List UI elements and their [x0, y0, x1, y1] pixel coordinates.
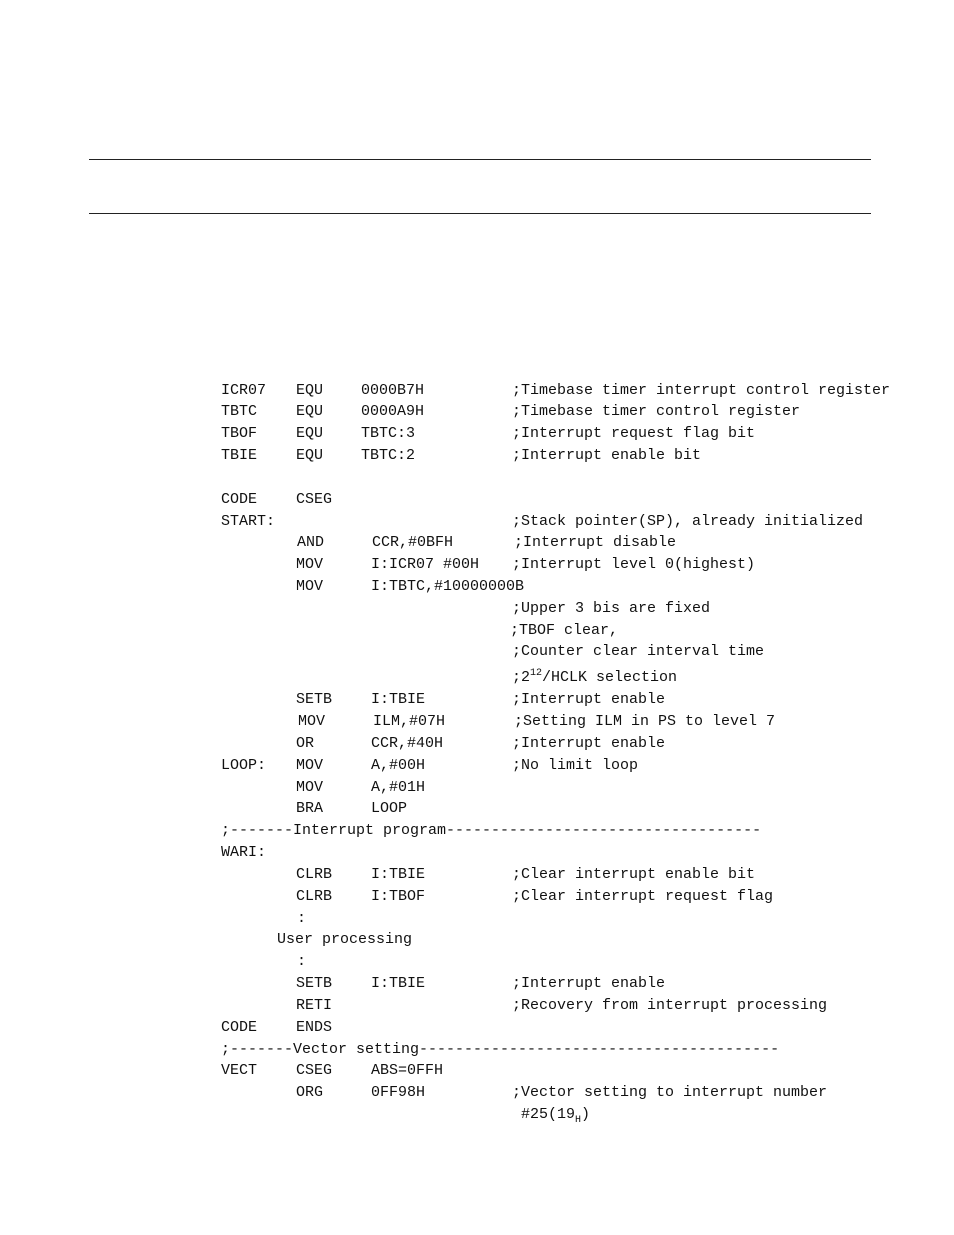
- code-op: MOV: [296, 578, 324, 595]
- code-comment: ;Interrupt level 0(highest): [512, 556, 756, 573]
- superscript-exponent: 12: [530, 668, 543, 679]
- code-label: ICR07: [221, 382, 267, 399]
- code-label: VECT: [221, 1062, 258, 1079]
- code-comment: ;Timebase timer control register: [512, 403, 801, 420]
- code-op: RETI: [296, 997, 333, 1014]
- code-op: CLRB: [296, 888, 333, 905]
- code-label: START:: [221, 513, 276, 530]
- code-label: TBIE: [221, 447, 258, 464]
- code-arg: A,#00H: [371, 757, 426, 774]
- code-comment: ;Stack pointer(SP), already initialized: [512, 513, 864, 530]
- code-comment: ;Interrupt enable: [512, 975, 666, 992]
- code-op: BRA: [296, 800, 324, 817]
- code-arg: ABS=0FFH: [371, 1062, 444, 1079]
- code-arg: CCR,#40H: [371, 735, 444, 752]
- code-op: ORG: [296, 1084, 324, 1101]
- code-comment: ;Upper 3 bis are fixed: [512, 600, 711, 617]
- comment-text: /HCLK selection: [542, 669, 678, 686]
- ellipsis-colon: :: [297, 910, 307, 927]
- bottom-rule: [89, 213, 871, 214]
- comment-text: ;2: [512, 669, 531, 686]
- code-op: EQU: [296, 403, 324, 420]
- code-op: SETB: [296, 975, 333, 992]
- subscript-hex-marker: H: [575, 1115, 582, 1126]
- section-separator: ;-------Interrupt program-----------------------------------: [221, 822, 762, 839]
- code-arg: 0000B7H: [361, 382, 425, 399]
- code-comment: [512, 669, 677, 687]
- code-label: LOOP:: [221, 757, 267, 774]
- section-separator: ;-------Vector setting----------------------------------------: [221, 1041, 780, 1058]
- code-arg: TBTC:3: [361, 425, 416, 442]
- code-comment: ;Interrupt enable bit: [512, 447, 702, 464]
- code-op: EQU: [296, 382, 324, 399]
- code-arg: LOOP: [371, 800, 408, 817]
- code-comment: ;No limit loop: [512, 757, 639, 774]
- code-comment: ;Interrupt enable: [512, 691, 666, 708]
- code-arg: 0000A9H: [361, 403, 425, 420]
- code-arg: A,#01H: [371, 779, 426, 796]
- code-arg: TBTC:2: [361, 447, 416, 464]
- code-label: WARI:: [221, 844, 267, 861]
- code-arg: ILM,#07H: [373, 713, 446, 730]
- code-arg: CCR,#0BFH: [372, 534, 454, 551]
- code-op: AND: [297, 534, 325, 551]
- code-arg: I:TBIE: [371, 691, 426, 708]
- code-comment: ;Interrupt disable: [514, 534, 677, 551]
- code-comment: ;Setting ILM in PS to level 7: [514, 713, 776, 730]
- code-arg: I:TBIE: [371, 975, 426, 992]
- code-comment: ;Interrupt request flag bit: [512, 425, 756, 442]
- code-op: MOV: [296, 779, 324, 796]
- comment-text: #25(19: [521, 1106, 576, 1123]
- code-arg: I:TBIE: [371, 866, 426, 883]
- user-processing-text: User processing: [277, 931, 413, 948]
- code-comment: ;Vector setting to interrupt number: [512, 1084, 828, 1101]
- code-op: SETB: [296, 691, 333, 708]
- code-arg: 0FF98H: [371, 1084, 426, 1101]
- code-label: CODE: [221, 491, 258, 508]
- code-op: MOV: [296, 757, 324, 774]
- code-comment: ;Clear interrupt enable bit: [512, 866, 756, 883]
- top-rule: [89, 159, 871, 160]
- code-op: CLRB: [296, 866, 333, 883]
- code-label: TBTC: [221, 403, 258, 420]
- code-comment: ;Recovery from interrupt processing: [512, 997, 828, 1014]
- code-op: OR: [296, 735, 315, 752]
- code-comment: ;Counter clear interval time: [512, 643, 765, 660]
- code-op: EQU: [296, 425, 324, 442]
- comment-text: ): [581, 1106, 591, 1123]
- code-label: CODE: [221, 1019, 258, 1036]
- code-arg: I:TBOF: [371, 888, 426, 905]
- code-op: MOV: [296, 556, 324, 573]
- code-comment: ;TBOF clear,: [510, 622, 619, 639]
- code-comment: ;Clear interrupt request flag: [512, 888, 774, 905]
- code-label: TBOF: [221, 425, 258, 442]
- code-comment: ;Timebase timer interrupt control register: [512, 382, 891, 399]
- code-arg: I:TBTC,#10000000B: [371, 578, 525, 595]
- code-comment: [521, 1106, 590, 1124]
- code-op: ENDS: [296, 1019, 333, 1036]
- ellipsis-colon: :: [297, 953, 307, 970]
- code-op: CSEG: [296, 1062, 333, 1079]
- code-op: MOV: [298, 713, 326, 730]
- code-arg: I:ICR07 #00H: [371, 556, 480, 573]
- code-op: EQU: [296, 447, 324, 464]
- code-op: CSEG: [296, 491, 333, 508]
- code-comment: ;Interrupt enable: [512, 735, 666, 752]
